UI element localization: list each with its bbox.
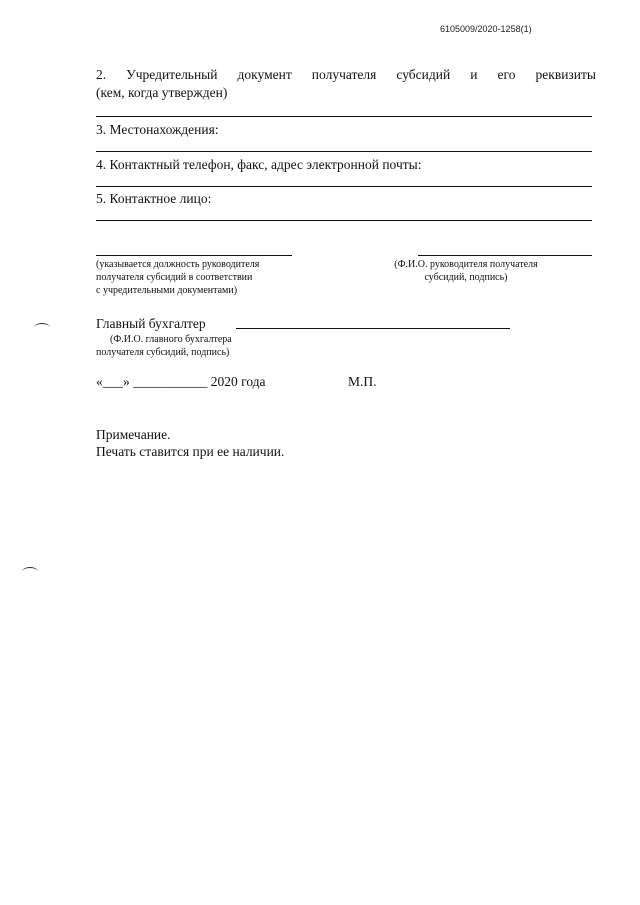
item-4-fill-line [96,186,592,187]
item-3-fill-line [96,151,592,152]
word: получателя [311,67,377,82]
chief-accountant-signature-line [236,328,510,329]
hole-punch-mark [22,567,38,576]
note-text: Печать ставится при ее наличии. [96,444,285,459]
word: Учредительный [126,67,218,82]
word: реквизиты [535,67,596,82]
director-signature-line [418,255,592,256]
director-caption [376,258,556,284]
chief-accountant-label: Главный бухгалтер [96,316,206,331]
item-5-label: 5. Контактное лицо: [96,191,212,206]
item-2-line-2: (кем, когда утвержден) [96,85,228,100]
caption-line: (Ф.И.О. главного бухгалтера [110,334,232,345]
item-2-fill-line [96,116,592,117]
caption-line: субсидий, подпись) [424,272,508,283]
caption-line: (Ф.И.О. руководителя получателя [394,259,538,270]
word: 2. [96,67,107,82]
item-3-label: 3. Местонахождения: [96,122,219,137]
caption-line: получателя субсидий в соответствии [96,272,253,283]
word: и [470,67,478,82]
hole-punch-mark [34,323,50,332]
caption-line: (указывается должность руководителя [96,259,260,270]
date-line: «___» ___________ 2020 года [96,374,266,389]
item-2-text [96,66,596,102]
document-id: 6105009/2020-1258(1) [440,24,532,34]
item-2-line-1 [96,66,596,84]
word: субсидий [396,67,451,82]
caption-line: получателя субсидий, подпись) [96,347,230,358]
position-caption [96,258,259,297]
word: документ [237,67,292,82]
position-signature-line [96,255,292,256]
item-5-fill-line [96,220,592,221]
word: его [497,67,516,82]
item-4-label: 4. Контактный телефон, факс, адрес электронной почты: [96,157,422,172]
chief-accountant-caption [96,333,232,359]
note-title: Примечание. [96,427,171,442]
caption-line: с учредительными документами) [96,285,238,296]
stamp-place: М.П. [348,374,377,389]
